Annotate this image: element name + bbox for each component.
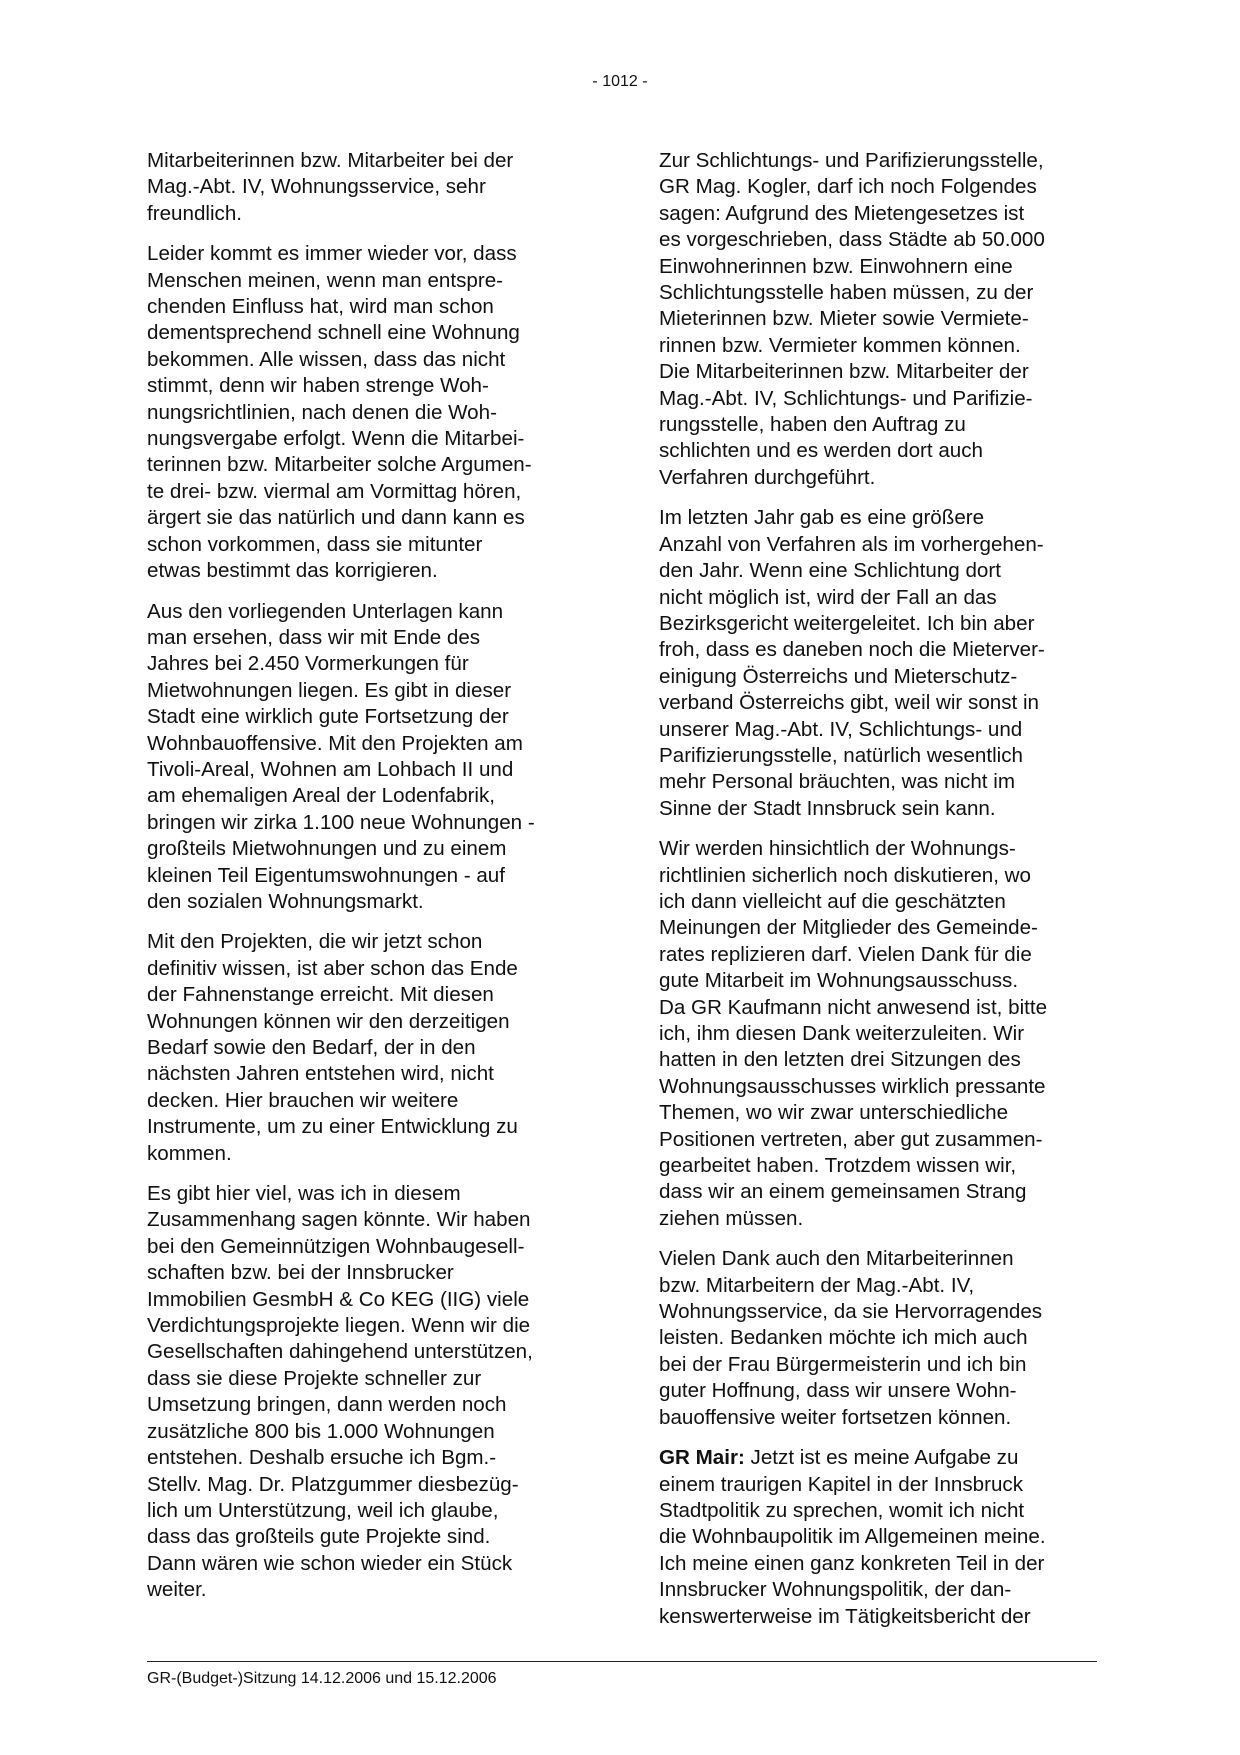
paragraph: Leider kommt es immer wieder vor, dass Menschen meinen, wenn man entspre- chenden Einfluss hat, wird man schon dementsprechend schnell eine Wohnung bekommen. Alle wissen, dass das nicht stimmt, denn wir haben strenge Woh- nungsrichtlinien, nach denen die Woh- nungsvergabe erfolgt. Wenn die Mitarbei- terinnen bzw. Mitarbeiter solche Argumen- te drei- bzw. viermal am Vormittag hören, ärgert sie das natürlich und dann kann es schon vorkommen, dass sie mitunter etwas bestimmt das korrigieren. [147, 242, 532, 583]
speaker-name: GR Mair: [659, 1446, 745, 1470]
speech-text: Jetzt ist es meine Aufgabe zu einem traurigen Kapitel in der Innsbruck Stadtpolitik zu sprechen, womit ich nicht die Wohnbaupolitik im Allgemeinen meine. Ich meine einen ganz konkreten Teil in der Innsbrucker Wohnungspolitik, der dan- kenswerterweise im Tätigkeitsbericht der [659, 1446, 1046, 1628]
right-column [659, 148, 1071, 1644]
paragraph: Es gibt hier viel, was ich in diesem Zusammenhang sagen könnte. Wir haben bei den Gemeinnützigen Wohnbaugesell- schaften bzw. bei der Innsbrucker Immobilien GesmbH & Co KEG (IIG) viele Verdichtungsprojekte liegen. Wenn wir die Gesellschaften dahingehend unterstützen, dass sie diese Projekte schneller zur Umsetzung bringen, dann werden noch zusätzliche 800 bis 1.000 Wohnungen entstehen. Deshalb ersuche ich Bgm.- Stellv. Mag. Dr. Platzgummer diesbezüg- lich um Unterstützung, weil ich glaube, dass das großteils gute Projekte sind. Dann wären wie schon wieder ein Stück weiter. [147, 1182, 533, 1602]
paragraph: Vielen Dank auch den Mitarbeiterinnen bzw. Mitarbeitern der Mag.-Abt. IV, Wohnungsservice, da sie Hervorragendes leisten. Bedanken möchte ich mich auch bei der Frau Bürgermeisterin und ich bin guter Hoffnung, dass wir unsere Wohn- bauoffensive weiter fortsetzen können. [659, 1247, 1043, 1429]
left-column [147, 148, 559, 1618]
paragraph: Im letzten Jahr gab es eine größere Anzahl von Verfahren als im vorhergehen- den Jahr. Wenn eine Schlichtung dort nicht möglich ist, wird der Fall an das Bezirksgericht weitergeleitet. Ich bin aber froh, dass es daneben noch die Mieterver- einigung Österreichs und Mieterschutz- verband Österreichs gibt, weil wir sonst in unserer Mag.-Abt. IV, Schlichtungs- und Parifizierungsstelle, natürlich wesentlich mehr Personal bräuchten, was nicht im Sinne der Stadt Innsbruck sein kann. [659, 506, 1045, 820]
page-number: - 1012 - [592, 73, 648, 90]
paragraph: Wir werden hinsichtlich der Wohnungs- richtlinien sicherlich noch diskutieren, wo ich dann vielleicht auf die geschätzten Meinungen der Mitglieder des Gemeinde- rates replizieren darf. Vielen Dank für die gute Mitarbeit im Wohnungsausschuss. Da GR Kaufmann nicht anwesend ist, bitte ich, ihm diesen Dank weiterzuleiten. Wir hatten in den letzten drei Sitzungen des Wohnungsausschusses wirklich pressante Themen, wo wir zwar unterschiedliche Positionen vertreten, aber gut zusammen- gearbeitet haben. Trotzdem wissen wir, dass wir an einem gemeinsamen Strang ziehen müssen. [659, 837, 1048, 1230]
footer-session-info: GR-(Budget-)Sitzung 14.12.2006 und 15.12.2006 [147, 1670, 497, 1687]
paragraph: Aus den vorliegenden Unterlagen kann man ersehen, dass wir mit Ende des Jahres bei 2.450 Vormerkungen für Mietwohnungen liegen. Es gibt in dieser Stadt eine wirklich gute Fortsetzung der Wohnbauoffensive. Mit den Projekten am Tivoli-Areal, Wohnen am Lohbach II und am ehemaligen Areal der Lodenfabrik, bringen wir zirka 1.100 neue Wohnungen - großteils Mietwohnungen und zu einem kleinen Teil Eigentumswohnungen - auf den sozialen Wohnungsmarkt. [147, 599, 535, 913]
paragraph: Mitarbeiterinnen bzw. Mitarbeiter bei der Mag.-Abt. IV, Wohnungsservice, sehr freundlich. [147, 149, 514, 225]
footer-divider [147, 1661, 1097, 1662]
paragraph: Zur Schlichtungs- und Parifizierungsstelle, GR Mag. Kogler, darf ich noch Folgendes sagen: Aufgrund des Mietengesetzes ist es vorgeschrieben, dass Städte ab 50.000 Einwohnerinnen bzw. Einwohnern eine Schlichtungsstelle haben müssen, zu der Mieterinnen bzw. Mieter sowie Vermiete- rinnen bzw. Vermieter kommen können. Die Mitarbeiterinnen bzw. Mitarbeiter der Mag.-Abt. IV, Schlichtungs- und Parifizie- rungsstelle, haben den Auftrag zu schlichten und es werden dort auch Verfahren durchgeführt. [659, 149, 1045, 489]
speech-paragraph [659, 1445, 1071, 1630]
paragraph: Mit den Projekten, die wir jetzt schon definitiv wissen, ist aber schon das Ende der Fahnenstange erreicht. Mit diesen Wohnungen können wir den derzeitigen Bedarf sowie den Bedarf, der in den nächsten Jahren entstehen wird, nicht decken. Hier brauchen wir weitere Instrumente, um zu einer Entwicklung zu kommen. [147, 930, 518, 1165]
